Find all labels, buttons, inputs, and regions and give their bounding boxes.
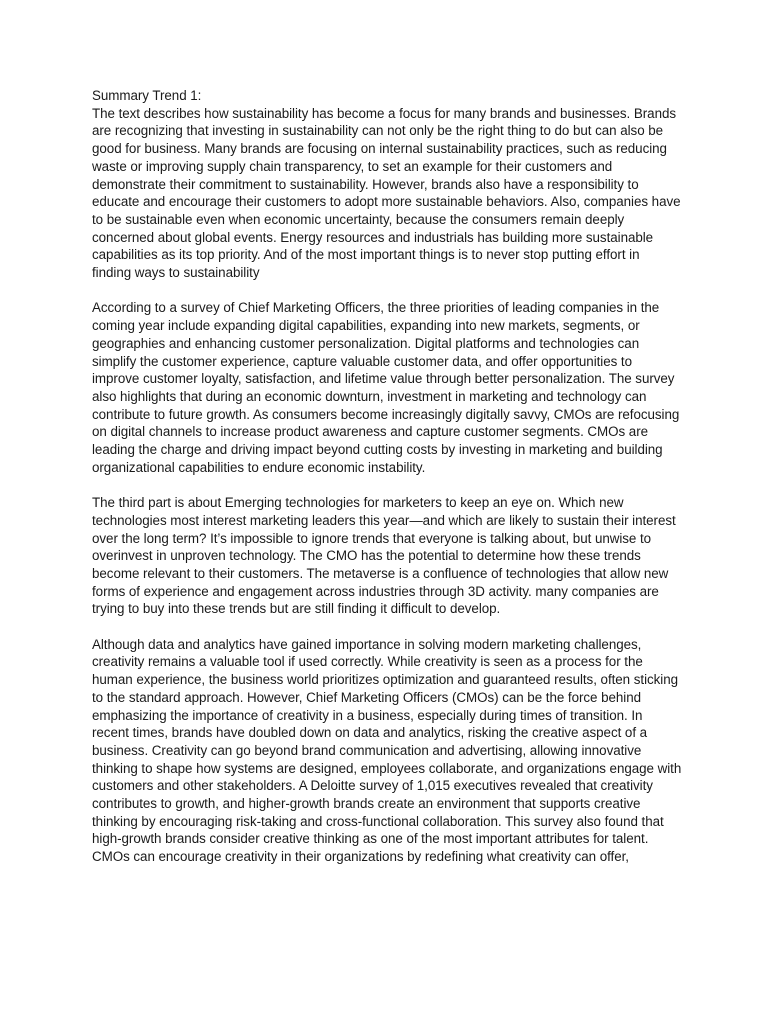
summary-heading: Summary Trend 1: — [92, 88, 202, 103]
paragraph-1-text: The text describes how sustainability has become a focus for many brands and businesses. Brands are recognizing that investing in sustainability can not only be the right thing to do but can also be good for business. Many brands are focusing on internal sustainability practices, such as reducing waste or improving supply chain transparency, to set an example for their customers and demonstrate their commitment to sustainability. However, brands also have a responsibility to educate and encourage their customers to adopt more sustainable behaviors. Also, companies have to be sustainable even when economic uncertainty, because the consumers remain deeply concerned about global events. Energy resources and industrials has building more sustainable capabilities as its top priority. And of the most important things is to never stop putting effort in finding ways to sustainability — [92, 105, 681, 281]
paragraph-1 — [92, 87, 682, 282]
paragraph-2: According to a survey of Chief Marketing Officers, the three priorities of leading companies in the coming year include expanding digital capabilities, expanding into new markets, segments, or geographies and enhancing customer personalization. Digital platforms and technologies can simplify the customer experience, capture valuable customer data, and offer opportunities to improve customer loyalty, satisfaction, and lifetime value through better personalization. The survey also highlights that during an economic downturn, investment in marketing and technology can contribute to future growth. As consumers become increasingly digitally savvy, CMOs are refocusing on digital channels to increase product awareness and capture customer segments. CMOs are leading the charge and driving impact beyond cutting costs by investing in marketing and building organizational capabilities to endure economic instability. — [92, 300, 680, 475]
paragraph-3: The third part is about Emerging technologies for marketers to keep an eye on. Which new technologies most interest marketing leaders this year—and which are likely to sustain their interest over the long term? It’s impossible to ignore trends that everyone is talking about, but unwise to overinvest in unproven technology. The CMO has the potential to determine how these trends become relevant to their customers. The metaverse is a confluence of technologies that allow new forms of experience and engagement across industries through 3D activity. many companies are trying to buy into these trends but are still finding it difficult to develop. — [92, 495, 676, 617]
document-body — [92, 87, 682, 884]
paragraph-4: Although data and analytics have gained importance in solving modern marketing challenges, creativity remains a valuable tool if used correctly. While creativity is seen as a process for the human experience, the business world prioritizes optimization and guaranteed results, often sticking to the standard approach. However, Chief Marketing Officers (CMOs) can be the force behind emphasizing the importance of creativity in a business, especially during times of transition. In recent times, brands have doubled down on data and analytics, risking the creative aspect of a business. Creativity can go beyond brand communication and advertising, allowing innovative thinking to shape how systems are designed, employees collaborate, and organizations engage with customers and other stakeholders. A Deloitte survey of 1,015 executives revealed that creativity contributes to growth, and higher-growth brands create an environment that supports creative thinking by encouraging risk-taking and cross-functional collaboration. This survey also found that high-growth brands consider creative thinking as one of the most important attributes for talent. CMOs can encourage creativity in their organizations by redefining what creativity can offer, — [92, 636, 682, 865]
